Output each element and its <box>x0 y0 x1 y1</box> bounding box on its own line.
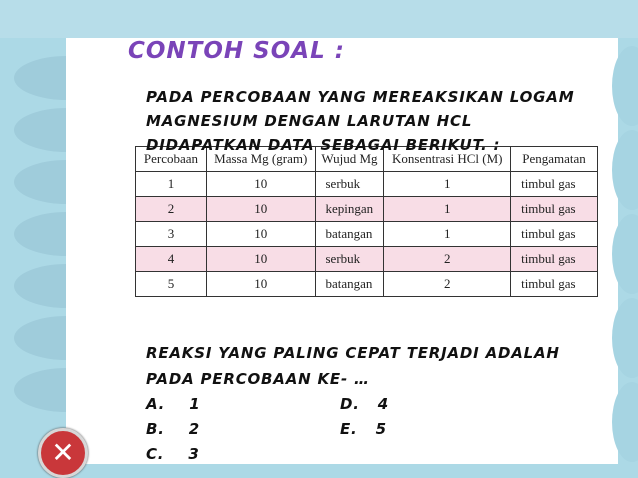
table-cell: timbul gas <box>511 247 598 272</box>
table-cell: 1 <box>384 172 511 197</box>
table-cell: 10 <box>206 222 315 247</box>
table-row <box>136 272 598 297</box>
table-cell: serbuk <box>315 172 384 197</box>
table-row <box>136 247 598 272</box>
table-header: Percobaan <box>136 147 207 172</box>
table-cell: 3 <box>136 222 207 247</box>
table-cell: 2 <box>136 197 207 222</box>
decor-tab <box>612 214 638 294</box>
intro-line-2: MAGNESIUM DENGAN LARUTAN HCL <box>146 112 473 130</box>
right-decoration <box>612 46 638 466</box>
table-header: Massa Mg (gram) <box>206 147 315 172</box>
table-cell: serbuk <box>315 247 384 272</box>
table-cell: timbul gas <box>511 272 598 297</box>
table-header: Konsentrasi HCl (M) <box>384 147 511 172</box>
option-value: 5 <box>375 420 387 438</box>
table-row <box>136 197 598 222</box>
table-cell: 1 <box>136 172 207 197</box>
table-row <box>136 172 598 197</box>
option-value: 4 <box>377 395 390 413</box>
table-cell: 2 <box>384 247 511 272</box>
table-cell: timbul gas <box>511 197 598 222</box>
option-d[interactable] <box>340 395 389 413</box>
decor-tab <box>612 298 638 378</box>
table-cell: kepingan <box>315 197 384 222</box>
option-value: 3 <box>188 445 200 463</box>
option-value: 1 <box>189 395 201 413</box>
option-letter: B. <box>146 420 165 438</box>
option-letter: D. <box>340 395 360 413</box>
option-a[interactable] <box>146 395 200 413</box>
option-letter: C. <box>146 445 165 463</box>
option-letter: A. <box>146 395 166 413</box>
intro-line-1: PADA PERCOBAAN YANG MEREAKSIKAN LOGAM <box>146 88 575 106</box>
option-e[interactable] <box>340 420 387 438</box>
table-cell: batangan <box>315 222 384 247</box>
table-cell: 10 <box>206 247 315 272</box>
table-header: Wujud Mg <box>315 147 384 172</box>
table-cell: timbul gas <box>511 222 598 247</box>
table-cell: batangan <box>315 272 384 297</box>
table-cell: 1 <box>384 222 511 247</box>
table-cell: 10 <box>206 172 315 197</box>
table-cell: 2 <box>384 272 511 297</box>
table-cell: timbul gas <box>511 172 598 197</box>
question-line-1: REAKSI YANG PALING CEPAT TERJADI ADALAH <box>146 344 560 362</box>
decor-tab <box>612 130 638 210</box>
table-cell: 4 <box>136 247 207 272</box>
option-value: 2 <box>188 420 201 438</box>
table-cell: 5 <box>136 272 207 297</box>
table-cell: 10 <box>206 272 315 297</box>
close-icon: ✕ <box>51 436 75 469</box>
table-cell: 1 <box>384 197 511 222</box>
table-cell: 10 <box>206 197 315 222</box>
option-c[interactable] <box>146 445 200 463</box>
table-header: Pengamatan <box>511 147 598 172</box>
option-b[interactable] <box>146 420 200 438</box>
table-row <box>136 222 598 247</box>
close-button[interactable] <box>38 428 88 478</box>
decor-tab <box>612 382 638 462</box>
data-table <box>135 146 598 297</box>
question-line-2: PADA PERCOBAAN KE- … <box>146 370 370 388</box>
intro-line-3: DIDAPATKAN DATA SEBAGAI BERIKUT. : <box>146 136 501 154</box>
slide-title: CONTOH SOAL : <box>128 38 345 64</box>
top-band <box>0 0 638 38</box>
decor-tab <box>612 46 638 126</box>
option-letter: E. <box>340 420 358 438</box>
